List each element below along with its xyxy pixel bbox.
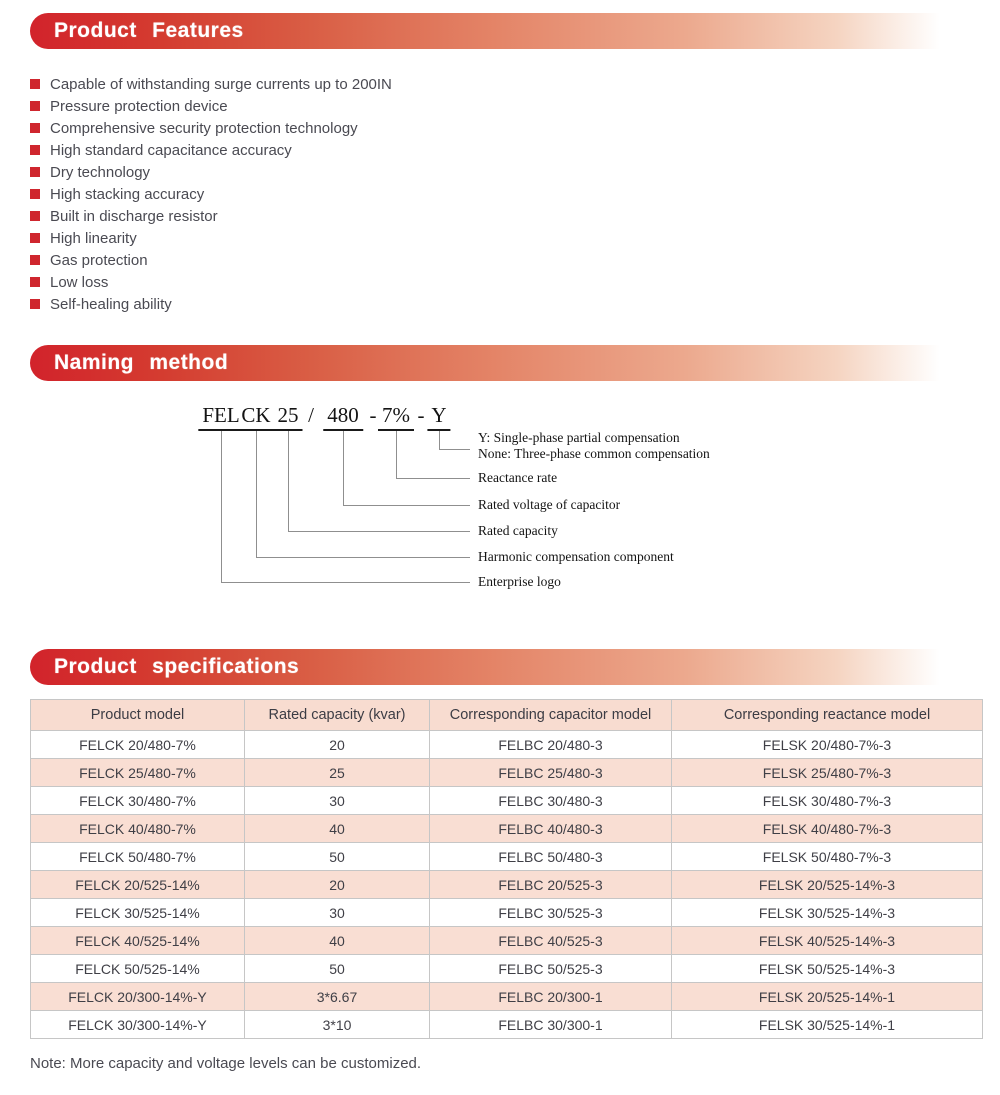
naming-code-segment: Y [427,402,450,431]
table-cell: FELSK 30/525-14%-3 [672,899,983,927]
table-cell: FELBC 50/525-3 [430,955,672,983]
feature-item [30,227,1000,249]
feature-item [30,293,1000,315]
diagram-connector-vertical [256,431,257,557]
square-bullet-icon [30,233,40,243]
diagram-label-line: None: Three-phase common compensation [478,446,710,461]
diagram-label [478,549,674,565]
feature-item [30,205,1000,227]
table-cell: FELSK 40/525-14%-3 [672,927,983,955]
naming-diagram [0,394,1000,609]
feature-item-text: Self-healing ability [50,295,172,313]
feature-item-text: Capable of withstanding surge currents up to 200IN [50,75,392,93]
feature-item-text: Built in discharge resistor [50,207,218,225]
table-cell: FELBC 50/480-3 [430,843,672,871]
square-bullet-icon [30,255,40,265]
table-row [31,815,983,843]
diagram-connector-vertical [396,431,397,478]
table-cell: FELSK 30/525-14%-1 [672,1011,983,1039]
square-bullet-icon [30,123,40,133]
table-cell: FELCK 20/525-14% [31,871,245,899]
table-cell: 40 [245,927,430,955]
features-list [0,73,1000,315]
diagram-connector-horizontal [396,478,470,479]
diagram-label-line: Y: Single-phase partial compensation [478,430,680,445]
feature-item [30,161,1000,183]
table-row [31,843,983,871]
table-cell: 30 [245,899,430,927]
table-cell: FELSK 30/480-7%-3 [672,787,983,815]
feature-item-text: Comprehensive security protection technology [50,119,358,137]
table-cell: FELSK 50/525-14%-3 [672,955,983,983]
feature-item [30,249,1000,271]
diagram-connector-vertical [439,431,440,449]
table-cell: 50 [245,843,430,871]
feature-item [30,139,1000,161]
table-cell: FELBC 30/480-3 [430,787,672,815]
table-cell: FELBC 20/300-1 [430,983,672,1011]
diagram-label [478,470,557,486]
table-cell: FELCK 20/480-7% [31,731,245,759]
diagram-connector-horizontal [343,505,470,506]
feature-item [30,95,1000,117]
table-row [31,871,983,899]
naming-code-segment: - [417,403,425,427]
diagram-connector-vertical [288,431,289,531]
feature-item [30,117,1000,139]
table-row [31,899,983,927]
table-header-cell: Corresponding capacitor model [430,700,672,731]
table-cell: FELBC 20/525-3 [430,871,672,899]
feature-item-text: Gas protection [50,251,148,269]
diagram-label [478,430,710,462]
table-row [31,731,983,759]
table-row [31,927,983,955]
section-title-product-specifications: Product specifications [54,655,300,678]
square-bullet-icon [30,211,40,221]
specifications-table-head [31,700,983,731]
table-cell: FELSK 50/480-7%-3 [672,843,983,871]
table-cell: 40 [245,815,430,843]
diagram-connector-vertical [343,431,344,505]
section-title-naming-method: Naming method [54,351,229,374]
table-header-cell: Rated capacity (kvar) [245,700,430,731]
table-header-row [31,700,983,731]
section-banner-product-features [30,13,968,49]
table-cell: FELSK 20/480-7%-3 [672,731,983,759]
diagram-connector-horizontal [221,582,470,583]
table-cell: FELBC 20/480-3 [430,731,672,759]
diagram-label [478,523,558,539]
diagram-label [478,574,561,590]
table-row [31,955,983,983]
square-bullet-icon [30,189,40,199]
diagram-connector-horizontal [256,557,470,558]
diagram-label-line: Harmonic compensation component [478,549,674,564]
naming-code-segment: / [308,403,314,427]
square-bullet-icon [30,299,40,309]
table-cell: 20 [245,731,430,759]
table-cell: 3*10 [245,1011,430,1039]
square-bullet-icon [30,101,40,111]
naming-code-segment: 25 [274,402,303,431]
table-cell: 25 [245,759,430,787]
section-banner-naming-method [30,345,968,381]
section-banner-product-specifications [30,649,968,685]
table-cell: FELSK 40/480-7%-3 [672,815,983,843]
feature-item [30,73,1000,95]
feature-item-text: Pressure protection device [50,97,228,115]
diagram-label-line: Rated voltage of capacitor [478,497,621,512]
diagram-label-line: Rated capacity [478,523,558,538]
table-cell: 30 [245,787,430,815]
diagram-label-line: Enterprise logo [478,574,561,589]
naming-code-segment: 7% [378,402,414,431]
table-cell: FELCK 30/300-14%-Y [31,1011,245,1039]
naming-code-segment: 480 [323,402,363,431]
table-cell: FELCK 50/480-7% [31,843,245,871]
specifications-table-body [31,731,983,1039]
feature-item [30,271,1000,293]
diagram-connector-horizontal [288,531,470,532]
naming-code-segment: - [369,403,377,427]
diagram-connector-horizontal [439,449,470,450]
specifications-table [30,699,983,1039]
table-cell: 50 [245,955,430,983]
table-header-cell: Product model [31,700,245,731]
table-cell: FELBC 25/480-3 [430,759,672,787]
diagram-label [478,497,620,513]
feature-item-text: High standard capacitance accuracy [50,141,292,159]
diagram-label-line: Reactance rate [478,470,558,485]
table-header-cell: Corresponding reactance model [672,700,983,731]
naming-code-segment: FEL [198,402,243,431]
table-cell: FELCK 25/480-7% [31,759,245,787]
table-cell: 20 [245,871,430,899]
customization-note: Note: More capacity and voltage levels can be customized. [30,1055,422,1072]
table-cell: FELCK 30/525-14% [31,899,245,927]
table-cell: FELBC 40/480-3 [430,815,672,843]
table-cell: FELCK 30/480-7% [31,787,245,815]
square-bullet-icon [30,277,40,287]
square-bullet-icon [30,145,40,155]
table-cell: FELSK 20/525-14%-1 [672,983,983,1011]
square-bullet-icon [30,79,40,89]
table-cell: FELSK 25/480-7%-3 [672,759,983,787]
table-cell: FELBC 30/300-1 [430,1011,672,1039]
naming-code-segment: CK [237,402,274,431]
diagram-connector-vertical [221,431,222,582]
feature-item-text: Low loss [50,273,109,291]
feature-item-text: Dry technology [50,163,151,181]
feature-item-text: High linearity [50,229,137,247]
table-cell: FELBC 40/525-3 [430,927,672,955]
table-row [31,787,983,815]
table-cell: FELCK 40/525-14% [31,927,245,955]
square-bullet-icon [30,167,40,177]
table-cell: FELCK 50/525-14% [31,955,245,983]
table-row [31,1011,983,1039]
feature-item [30,183,1000,205]
feature-item-text: High stacking accuracy [50,185,205,203]
table-cell: FELSK 20/525-14%-3 [672,871,983,899]
table-row [31,759,983,787]
table-row [31,983,983,1011]
table-cell: FELBC 30/525-3 [430,899,672,927]
table-cell: FELCK 20/300-14%-Y [31,983,245,1011]
table-cell: FELCK 40/480-7% [31,815,245,843]
section-title-product-features: Product Features [54,19,244,42]
table-cell: 3*6.67 [245,983,430,1011]
